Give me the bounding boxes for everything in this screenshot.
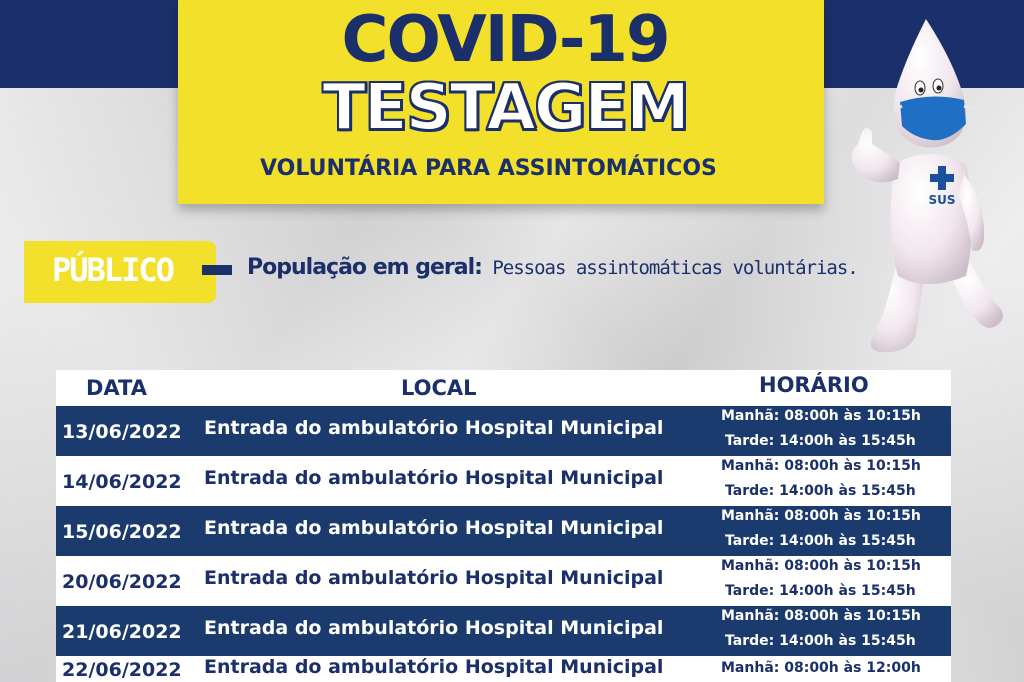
cell-afternoon: Tarde: 14:00h às 15:45h	[725, 583, 916, 599]
cell-local: Entrada do ambulatório Hospital Municipal	[204, 617, 664, 639]
cell-morning: Manhã: 08:00h às 10:15h	[721, 608, 921, 624]
schedule-table	[56, 370, 951, 682]
cell-morning: Manhã: 08:00h às 10:15h	[721, 458, 921, 474]
cell-date: 14/06/2022	[62, 471, 182, 493]
mascot-illustration	[836, 14, 1016, 356]
header-local: LOCAL	[401, 376, 477, 400]
table-row	[56, 606, 951, 656]
cell-morning: Manhã: 08:00h às 10:15h	[721, 408, 921, 424]
cell-date: 20/06/2022	[62, 571, 182, 593]
table-row	[56, 556, 951, 606]
cell-afternoon: Tarde: 14:00h às 15:45h	[725, 433, 916, 449]
header-horario: HORÁRIO	[759, 373, 869, 397]
cell-local: Entrada do ambulatório Hospital Municipal	[204, 467, 664, 489]
publico-label: PÚBLICO	[52, 251, 173, 289]
publico-strong: População em geral:	[247, 255, 482, 280]
sus-badge: SUS	[928, 193, 956, 207]
subtitle: VOLUNTÁRIA PARA ASSINTOMÁTICOS	[260, 156, 717, 181]
table-row	[56, 456, 951, 506]
cell-local: Entrada do ambulatório Hospital Municipal	[204, 517, 664, 539]
cell-date: 15/06/2022	[62, 521, 182, 543]
cell-local: Entrada do ambulatório Hospital Municipal	[204, 656, 664, 678]
dash-divider	[202, 265, 232, 275]
publico-badge	[24, 241, 216, 303]
publico-rest: Pessoas assintomáticas voluntárias.	[481, 257, 858, 279]
cell-morning: Manhã: 08:00h às 10:15h	[721, 508, 921, 524]
header-date: DATA	[86, 376, 148, 400]
cell-afternoon: Tarde: 14:00h às 15:45h	[725, 633, 916, 649]
cell-morning: Manhã: 08:00h às 10:15h	[721, 558, 921, 574]
table-row	[56, 506, 951, 556]
title-line-1: COVID-19	[341, 3, 669, 77]
cell-date: 22/06/2022	[62, 659, 182, 681]
header-banner	[178, 0, 824, 204]
cell-local: Entrada do ambulatório Hospital Municipal	[204, 567, 664, 589]
cell-afternoon: Tarde: 14:00h às 15:45h	[725, 483, 916, 499]
cell-date: 13/06/2022	[62, 421, 182, 443]
cell-morning: Manhã: 08:00h às 12:00h	[721, 660, 921, 676]
table-header	[56, 370, 951, 406]
table-row	[56, 406, 951, 456]
table-row	[56, 656, 951, 682]
title-line-2: TESTAGEM	[322, 71, 688, 145]
cell-date: 21/06/2022	[62, 621, 182, 643]
cell-local: Entrada do ambulatório Hospital Municipal	[204, 417, 664, 439]
publico-description	[247, 255, 858, 280]
cell-afternoon: Tarde: 14:00h às 15:45h	[725, 533, 916, 549]
